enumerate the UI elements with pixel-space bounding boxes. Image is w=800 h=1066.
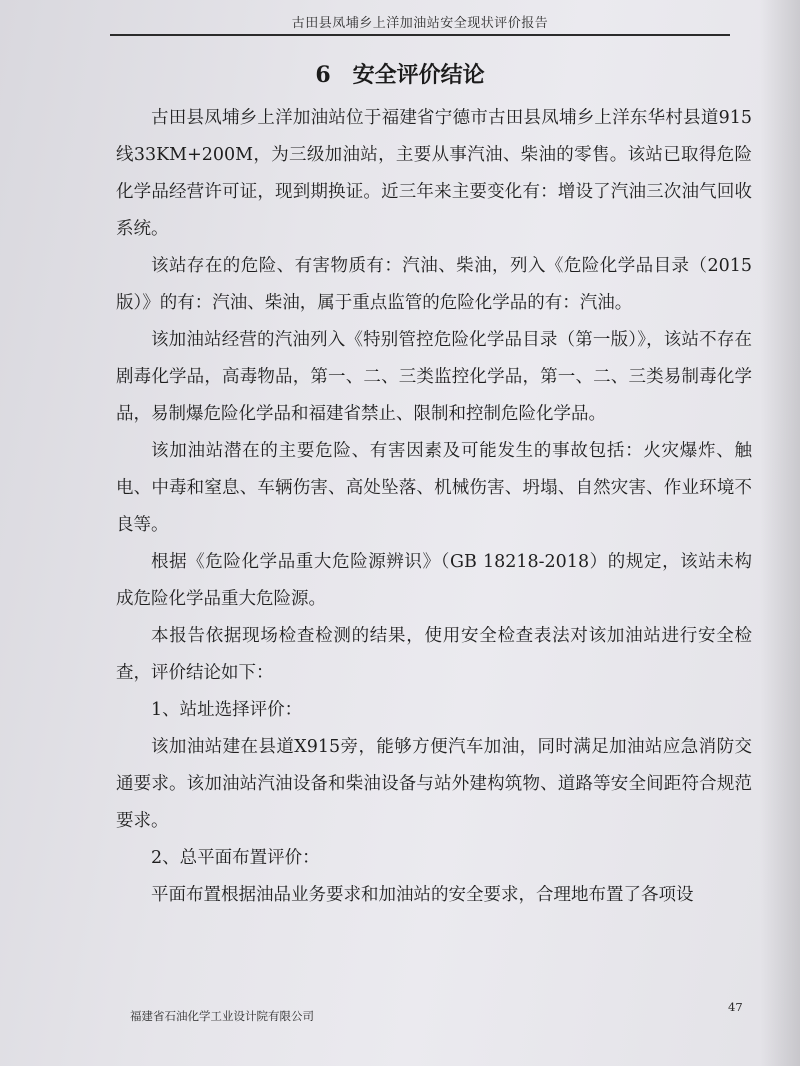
- paragraph-general-layout: 平面布置根据油品业务要求和加油站的安全要求，合理地布置了各项设: [151, 885, 694, 905]
- footer-company: 福建省石油化学工业设计院有限公司: [130, 1009, 314, 1023]
- paragraph-location: 古田县凤埔乡上洋加油站位于福建省宁德市古田县凤埔乡上洋东华村县道915线33KM+200M，为三级加油站，主要从事汽油、柴油的零售。该站已取得危险化学品经营许可证，现到期换证。近三年来主要变化有：增设了汽油三次油气回收系统。: [116, 108, 752, 239]
- paragraph-evaluation-intro: 本报告依据现场检查检测的结果，使用安全检查表法对该加油站进行安全检查，评价结论如下：: [116, 626, 752, 683]
- paragraph-hazardous-substances: 该站存在的危险、有害物质有：汽油、柴油，列入《危险化学品目录（2015版）》的有：汽油、柴油，属于重点监管的危险化学品的有：汽油。: [116, 256, 752, 313]
- body-text: [116, 100, 752, 914]
- paragraph-hazard-factors: 该加油站潜在的主要危险、有害因素及可能发生的事故包括：火灾爆炸、触电、中毒和窒息、车辆伤害、高处坠落、机械伤害、坍塌、自然灾害、作业环境不良等。: [116, 441, 752, 535]
- page-edge-shadow: [760, 0, 800, 1066]
- header-rule: [110, 34, 730, 36]
- paragraph-controlled-chemicals: 该加油站经营的汽油列入《特别管控危险化学品目录（第一版）》，该站不存在剧毒化学品，高毒物品，第一、二、三类监控化学品，第一、二、三类易制毒化学品，易制爆危险化学品和福建省禁止、限制和控制危险化学品。: [116, 330, 752, 424]
- paragraph-major-hazard-source: 根据《危险化学品重大危险源辨识》（GB 18218-2018）的规定，该站未构成危险化学品重大危险源。: [116, 552, 752, 609]
- section-site-selection: 1、站址选择评价：: [151, 700, 303, 720]
- chapter-title: 安全评价结论: [352, 63, 485, 88]
- section-general-layout: 2、总平面布置评价：: [151, 848, 320, 868]
- running-header: [110, 10, 730, 40]
- paragraph-site-selection: 该加油站建在县道X915旁，能够方便汽车加油，同时满足加油站应急消防交通要求。该加油站汽油设备和柴油设备与站外建构筑物、道路等安全间距符合规范要求。: [116, 737, 752, 831]
- header-title: 古田县凤埔乡上洋加油站安全现状评价报告: [291, 16, 549, 31]
- chapter-heading: [0, 58, 800, 89]
- chapter-number: 6: [315, 62, 331, 88]
- page-number: 47: [728, 1000, 743, 1014]
